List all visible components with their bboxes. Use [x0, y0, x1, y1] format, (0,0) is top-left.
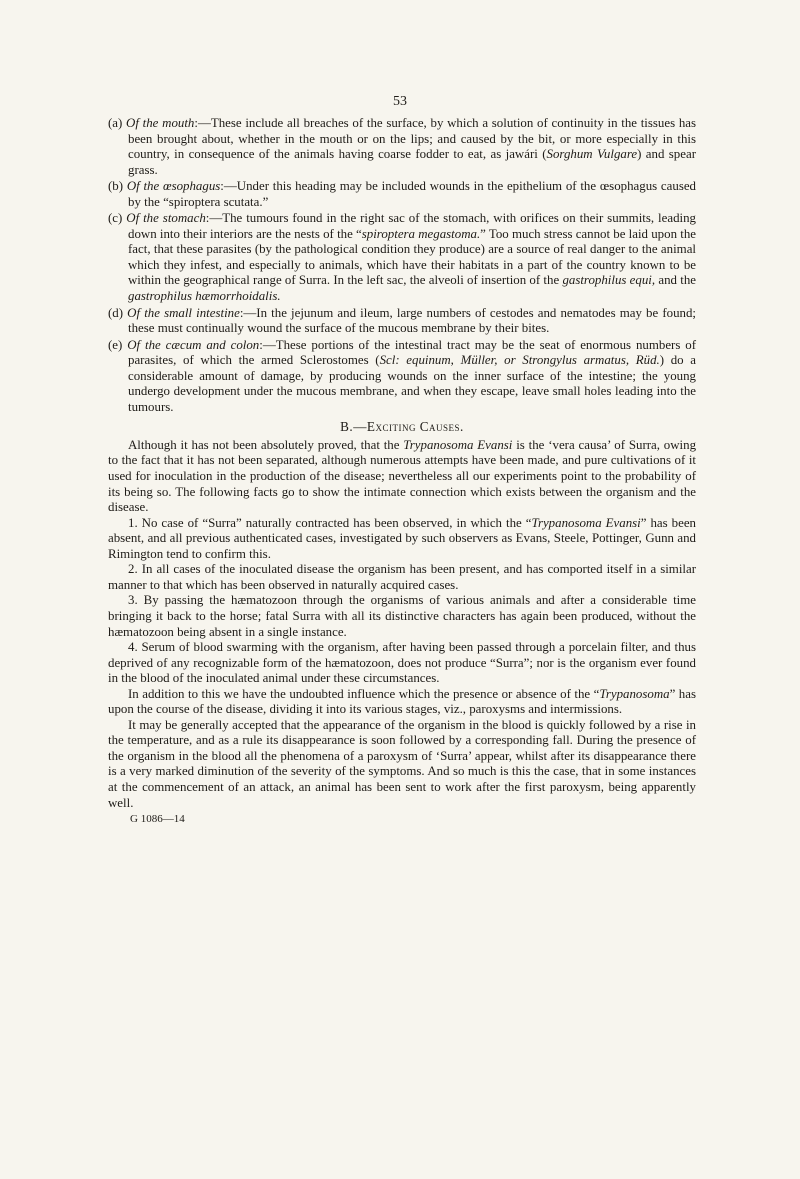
- item-text-end: ) do a considerable amount of damage, by producing wounds on the inner surface of the intestine; the young undergo development under the mucous membrane, and when they escape, leave small holes leading into the tumours.: [128, 353, 696, 414]
- item-text: :—The tumours found in the right sac of the stomach, with orifices on their summits, leading down into their interiors are the nests of the “: [128, 211, 696, 241]
- para-text-end: is the ‘vera causa’ of Surra, owing to the fact that it has not been separated, although numerous attempts have been made, and pure cultivations of it used for inoculation in the production of the disease; nevertheless all our experiments point to the probability of its being so. The following facts go to show the intimate connection which exists between the organism and the disease.: [108, 437, 697, 515]
- para-italic: Trypanosoma Evansi: [531, 515, 641, 530]
- cause-item-small-intestine: [108, 306, 696, 337]
- para-text: 1. No case of “Surra” naturally contracted has been observed, in which the “: [128, 515, 532, 530]
- para-text: In addition to this we have the undoubted influence which the presence or absence of the “: [128, 686, 600, 701]
- printer-signature: G 1086—14: [130, 813, 185, 826]
- para-text: 2. In all cases of the inoculated disease the organism has been present, and has comported itself in a similar manner to that which has been observed in naturally acquired cases.: [108, 562, 696, 592]
- para-italic: Trypanosoma Evansi: [403, 437, 513, 452]
- cause-item-mouth: [108, 116, 696, 178]
- item-heading: Of the mouth: [126, 116, 195, 130]
- item-italic: Sorghum Vulgare: [546, 147, 638, 162]
- item-label: (b): [108, 179, 124, 194]
- section-heading: B.—Exciting Causes.: [340, 419, 464, 435]
- item-italic: Scl: equinum, Müller, or Strongylus armatus, Rüd.: [379, 353, 660, 368]
- item-heading: Of the cæcum and colon: [127, 337, 260, 352]
- cause-item-oesophagus: [108, 179, 696, 210]
- item-italic-3: gastrophilus hæmorrhoidalis.: [128, 289, 281, 304]
- intro-paragraph: [108, 438, 696, 516]
- para-text: 4. Serum of blood swarming with the organism, after having been passed through a porcelain filter, and thus deprived of any recognizable form of the hæmatozoon, does not produce “Surra”; nor is the organism ever found in the blood of the inoculated animal under these circumstances.: [108, 640, 696, 686]
- fact-paragraph: [108, 640, 696, 687]
- para-italic: Trypanosoma: [599, 686, 670, 701]
- fact-paragraph: [108, 593, 696, 640]
- para-text: 3. By passing the hæmatozoon through the organisms of various animals and after a considerable time bringing it back to the horse; fatal Surra with all its distinctive characters has again been produced, without the hæmatozoon being absent in a single instance.: [108, 593, 696, 639]
- cause-item-stomach: [108, 211, 696, 304]
- fact-paragraph: [108, 562, 696, 593]
- item-text: :—These portions of the intestinal tract may be the seat of enormous numbers of parasites, of which the armed Sclerostomes (: [128, 337, 696, 368]
- item-text-mid: ” Too much stress cannot be laid upon the fact, that these parasites (by the pathological condition they produce) are a source of real danger to the animal which they infest, and especially to animals, which have their habitats in a part of the country known to be within the geographical range of Surra. In the left sac, the alveoli of insertion of the: [128, 226, 696, 288]
- cause-item-caecum-colon: [108, 338, 696, 416]
- item-text: :—Under this heading may be included wounds in the epithelium of the œsophagus caused by the “spiroptera scutata.”: [128, 179, 697, 209]
- item-heading: Of the small intestine: [127, 305, 240, 320]
- item-label: (d): [108, 305, 124, 320]
- para-text-end: ” has upon the course of the disease, dividing it into its various stages, viz., paroxysms and intermissions.: [108, 686, 696, 717]
- item-text: :—These include all breaches of the surface, by which a solution of continuity in the tissues has been brought about, whether in the mouth or on the lips; and caused by the bit, or more especially in this country, in consequence of the animals having coarse fodder to eat, as jawári (: [128, 116, 696, 162]
- item-text-end: ) and spear grass.: [128, 147, 696, 177]
- item-text: :—In the jejunum and ileum, large numbers of cestodes and nematodes may be found; these must continually wound the surface of the mucous membrane by their bites.: [128, 305, 697, 336]
- item-label: (a): [108, 116, 123, 130]
- item-label: (e): [108, 337, 123, 352]
- para-text-end: ” has been absent, and all previous authenticated cases, investigated by such observers as Evans, Steele, Pottinger, Gunn and Rimington tend to confirm this.: [108, 515, 697, 561]
- addition-paragraph: [108, 687, 696, 718]
- para-text: Although it has not been absolutely proved, that the: [128, 437, 404, 452]
- fact-paragraph: [108, 516, 696, 563]
- final-paragraph: It may be generally accepted that the appearance of the organism in the blood is quickly followed by a rise in the temperature, and as a rule its disappearance is soon followed by a corresponding fall. During the presence of the organism in the blood all the phenomena of a paroxysm of ‘Surra’ appear, whilst after its disappearance there is a very marked diminution of the severity of the symptoms. And so much is this the case, that in some instances at the commencement of an attack, an animal has been sent to work after the first paroxysm, being apparently well.: [108, 717, 696, 810]
- item-text-mid-2: and the: [655, 273, 696, 288]
- item-heading: Of the œsophagus: [126, 179, 221, 194]
- page-body: [108, 116, 696, 828]
- item-label: (c): [108, 211, 123, 226]
- page-number: 53: [393, 94, 407, 109]
- item-italic: spiroptera megastoma.: [361, 226, 481, 241]
- item-italic-2: gastrophilus equi,: [562, 273, 656, 288]
- item-heading: Of the stomach: [126, 211, 206, 226]
